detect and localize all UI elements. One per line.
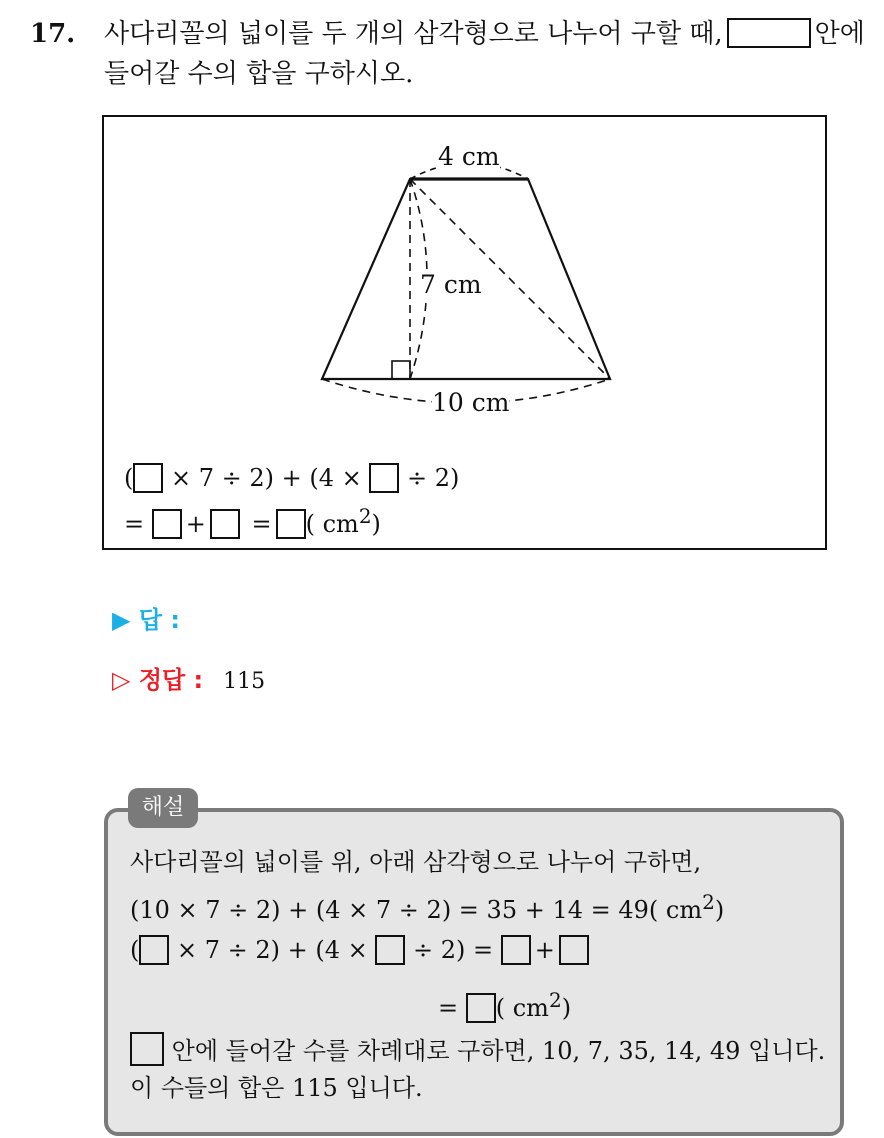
- question-text-part1: 사다리꼴의 넓이를 두 개의 삼각형으로 나누어 구할 때,: [104, 19, 723, 49]
- explanation-line-2: (10 × 7 ÷ 2) + (4 × 7 ÷ 2) = 35 + 14 = 49( $cm^2$): [130, 890, 725, 924]
- explanation-line-3: ( × 7 ÷ 2) + (4 × ÷ 2) = +: [130, 932, 589, 968]
- bottom-length-label: 10 cm: [432, 388, 510, 417]
- explanation-line-5: 안에 들어갈 수를 차례대로 구하면, 10, 7, 35, 14, 49 입니다.: [130, 1032, 825, 1069]
- answer-row: [112, 600, 180, 635]
- height-length-label: 7 cm: [420, 270, 482, 299]
- correct-answer-label: ▷ 정답 :: [112, 666, 204, 694]
- blank-box-icon: [501, 935, 531, 965]
- question-text-line2: 들어갈 수의 합을 구하시오.: [104, 59, 414, 89]
- equation-line-2: = + = ( $cm^2$): [124, 504, 381, 538]
- blank-box-icon: [369, 463, 399, 493]
- blank-box-icon: [130, 1032, 164, 1066]
- right-angle-icon: [392, 361, 410, 379]
- blank-box-icon: [139, 935, 169, 965]
- question-text-part2: 안에: [814, 19, 865, 49]
- explanation-line-1: 사다리꼴의 넓이를 위, 아래 삼각형으로 나누어 구하면,: [130, 848, 702, 876]
- figure-box: [102, 115, 827, 550]
- correct-answer-value: 115: [223, 669, 266, 694]
- blank-box-icon: [375, 935, 405, 965]
- explanation-tag: 해설: [128, 788, 198, 828]
- blank-box-icon: [466, 993, 496, 1023]
- blank-box-icon: [133, 463, 163, 493]
- explanation-line-6: 이 수들의 합은 115 입니다.: [130, 1074, 423, 1102]
- explanation-line-4: = ( $cm^2$): [438, 988, 572, 1022]
- answer-label: ▶ 답 :: [112, 606, 180, 634]
- top-length-label: 4 cm: [438, 142, 500, 171]
- question-text: [104, 14, 874, 94]
- equation-line-1: ( × 7 ÷ 2) + (4 × ÷ 2): [124, 464, 460, 492]
- correct-answer-row: [112, 660, 265, 695]
- blank-box-icon: [210, 509, 240, 539]
- blank-box-icon: [276, 509, 306, 539]
- blank-box-icon: [727, 18, 811, 48]
- question-number: 17.: [30, 19, 76, 49]
- blank-box-icon: [152, 509, 182, 539]
- explanation-box: [104, 808, 844, 1136]
- blank-box-icon: [559, 935, 589, 965]
